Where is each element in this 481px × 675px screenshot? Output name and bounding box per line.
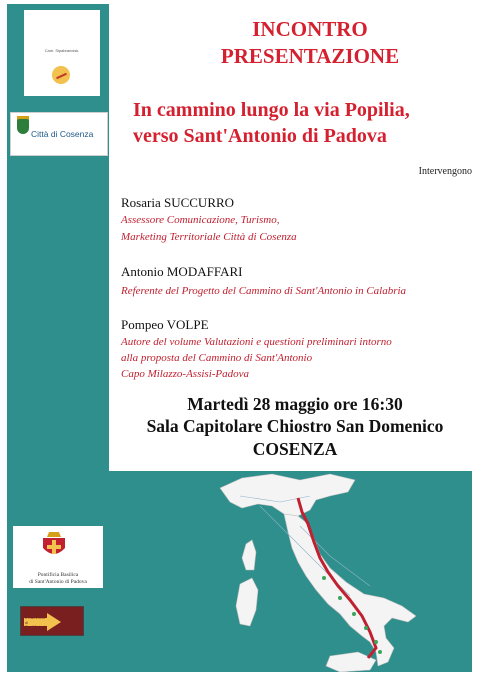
- top-logo-caption: Cam. Sipabrancisk.: [44, 48, 80, 53]
- speaker-role-line: Marketing Territoriale Città di Cosenza: [121, 231, 297, 243]
- cammino-logo: [24, 10, 100, 96]
- left-sidebar: [7, 4, 109, 672]
- cammino-caption: Il Cammino di Sant'Antonio: [25, 615, 48, 629]
- right-margin: [472, 4, 481, 672]
- speaker-last-name: SUCCURRO: [163, 195, 235, 210]
- speaker-role-line: Assessore Comunicazione, Turismo,: [121, 214, 280, 226]
- basilica-caption-line2: di Sant'Antonio di Padova: [29, 579, 87, 585]
- subtitle-line-1: In cammino lungo la via Popilia,: [133, 99, 410, 121]
- event-venue: Sala Capitolare Chiostro San Domenico: [146, 416, 444, 436]
- northern-italy-shape: [220, 474, 355, 516]
- coat-of-arms-icon: [17, 119, 29, 134]
- speaker-last-name: MODAFFARI: [166, 264, 243, 279]
- basilica-caption-line1: Pontificia Basilica: [37, 572, 79, 578]
- cammino-sant-antonio-logo: [20, 606, 84, 636]
- title-line-1: INCONTRO: [252, 17, 368, 41]
- speaker-last-name: VOLPE: [166, 317, 209, 332]
- speaker-first-name: Pompeo: [121, 317, 164, 332]
- speaker-name: [121, 195, 234, 211]
- sardinia-shape: [236, 578, 258, 626]
- italy-peninsula-shape: [284, 514, 416, 666]
- speaker-name: [121, 264, 242, 280]
- basilica-logo: [13, 526, 103, 588]
- speaker-name: [121, 317, 209, 333]
- speaker-first-name: Antonio: [121, 264, 164, 279]
- subtitle-line-2: verso Sant'Antonio di Padova: [133, 125, 387, 147]
- event-date: Martedì 28 maggio ore 16:30: [187, 394, 403, 414]
- arrow-icon: [47, 613, 61, 631]
- basilica-emblem-icon: [39, 530, 69, 560]
- speaker-role-line: alla proposta del Cammino di Sant'Antonio: [121, 352, 313, 364]
- speaker-role-line: Capo Milazzo-Assisi-Padova: [121, 368, 250, 380]
- walker-icon: [52, 66, 70, 84]
- title-line-2: PRESENTAZIONE: [220, 44, 400, 68]
- corsica-shape: [242, 540, 256, 570]
- citta-di-cosenza-logo: [10, 112, 108, 156]
- speaker-role-line: Referente del Progetto del Cammino di Sant'Antonio in Calabria: [121, 285, 407, 297]
- basilica-caption: [13, 572, 103, 586]
- speaker-role-line: Autore del volume Valutazioni e questioni preliminari intorno: [121, 336, 392, 348]
- speaker-first-name: Rosaria: [121, 195, 161, 210]
- italy-route-map: [180, 466, 440, 672]
- event-city: COSENZA: [252, 439, 338, 459]
- intervengono-label: Intervengono: [418, 166, 472, 177]
- city-logo-text: Città di Cosenza: [31, 129, 94, 139]
